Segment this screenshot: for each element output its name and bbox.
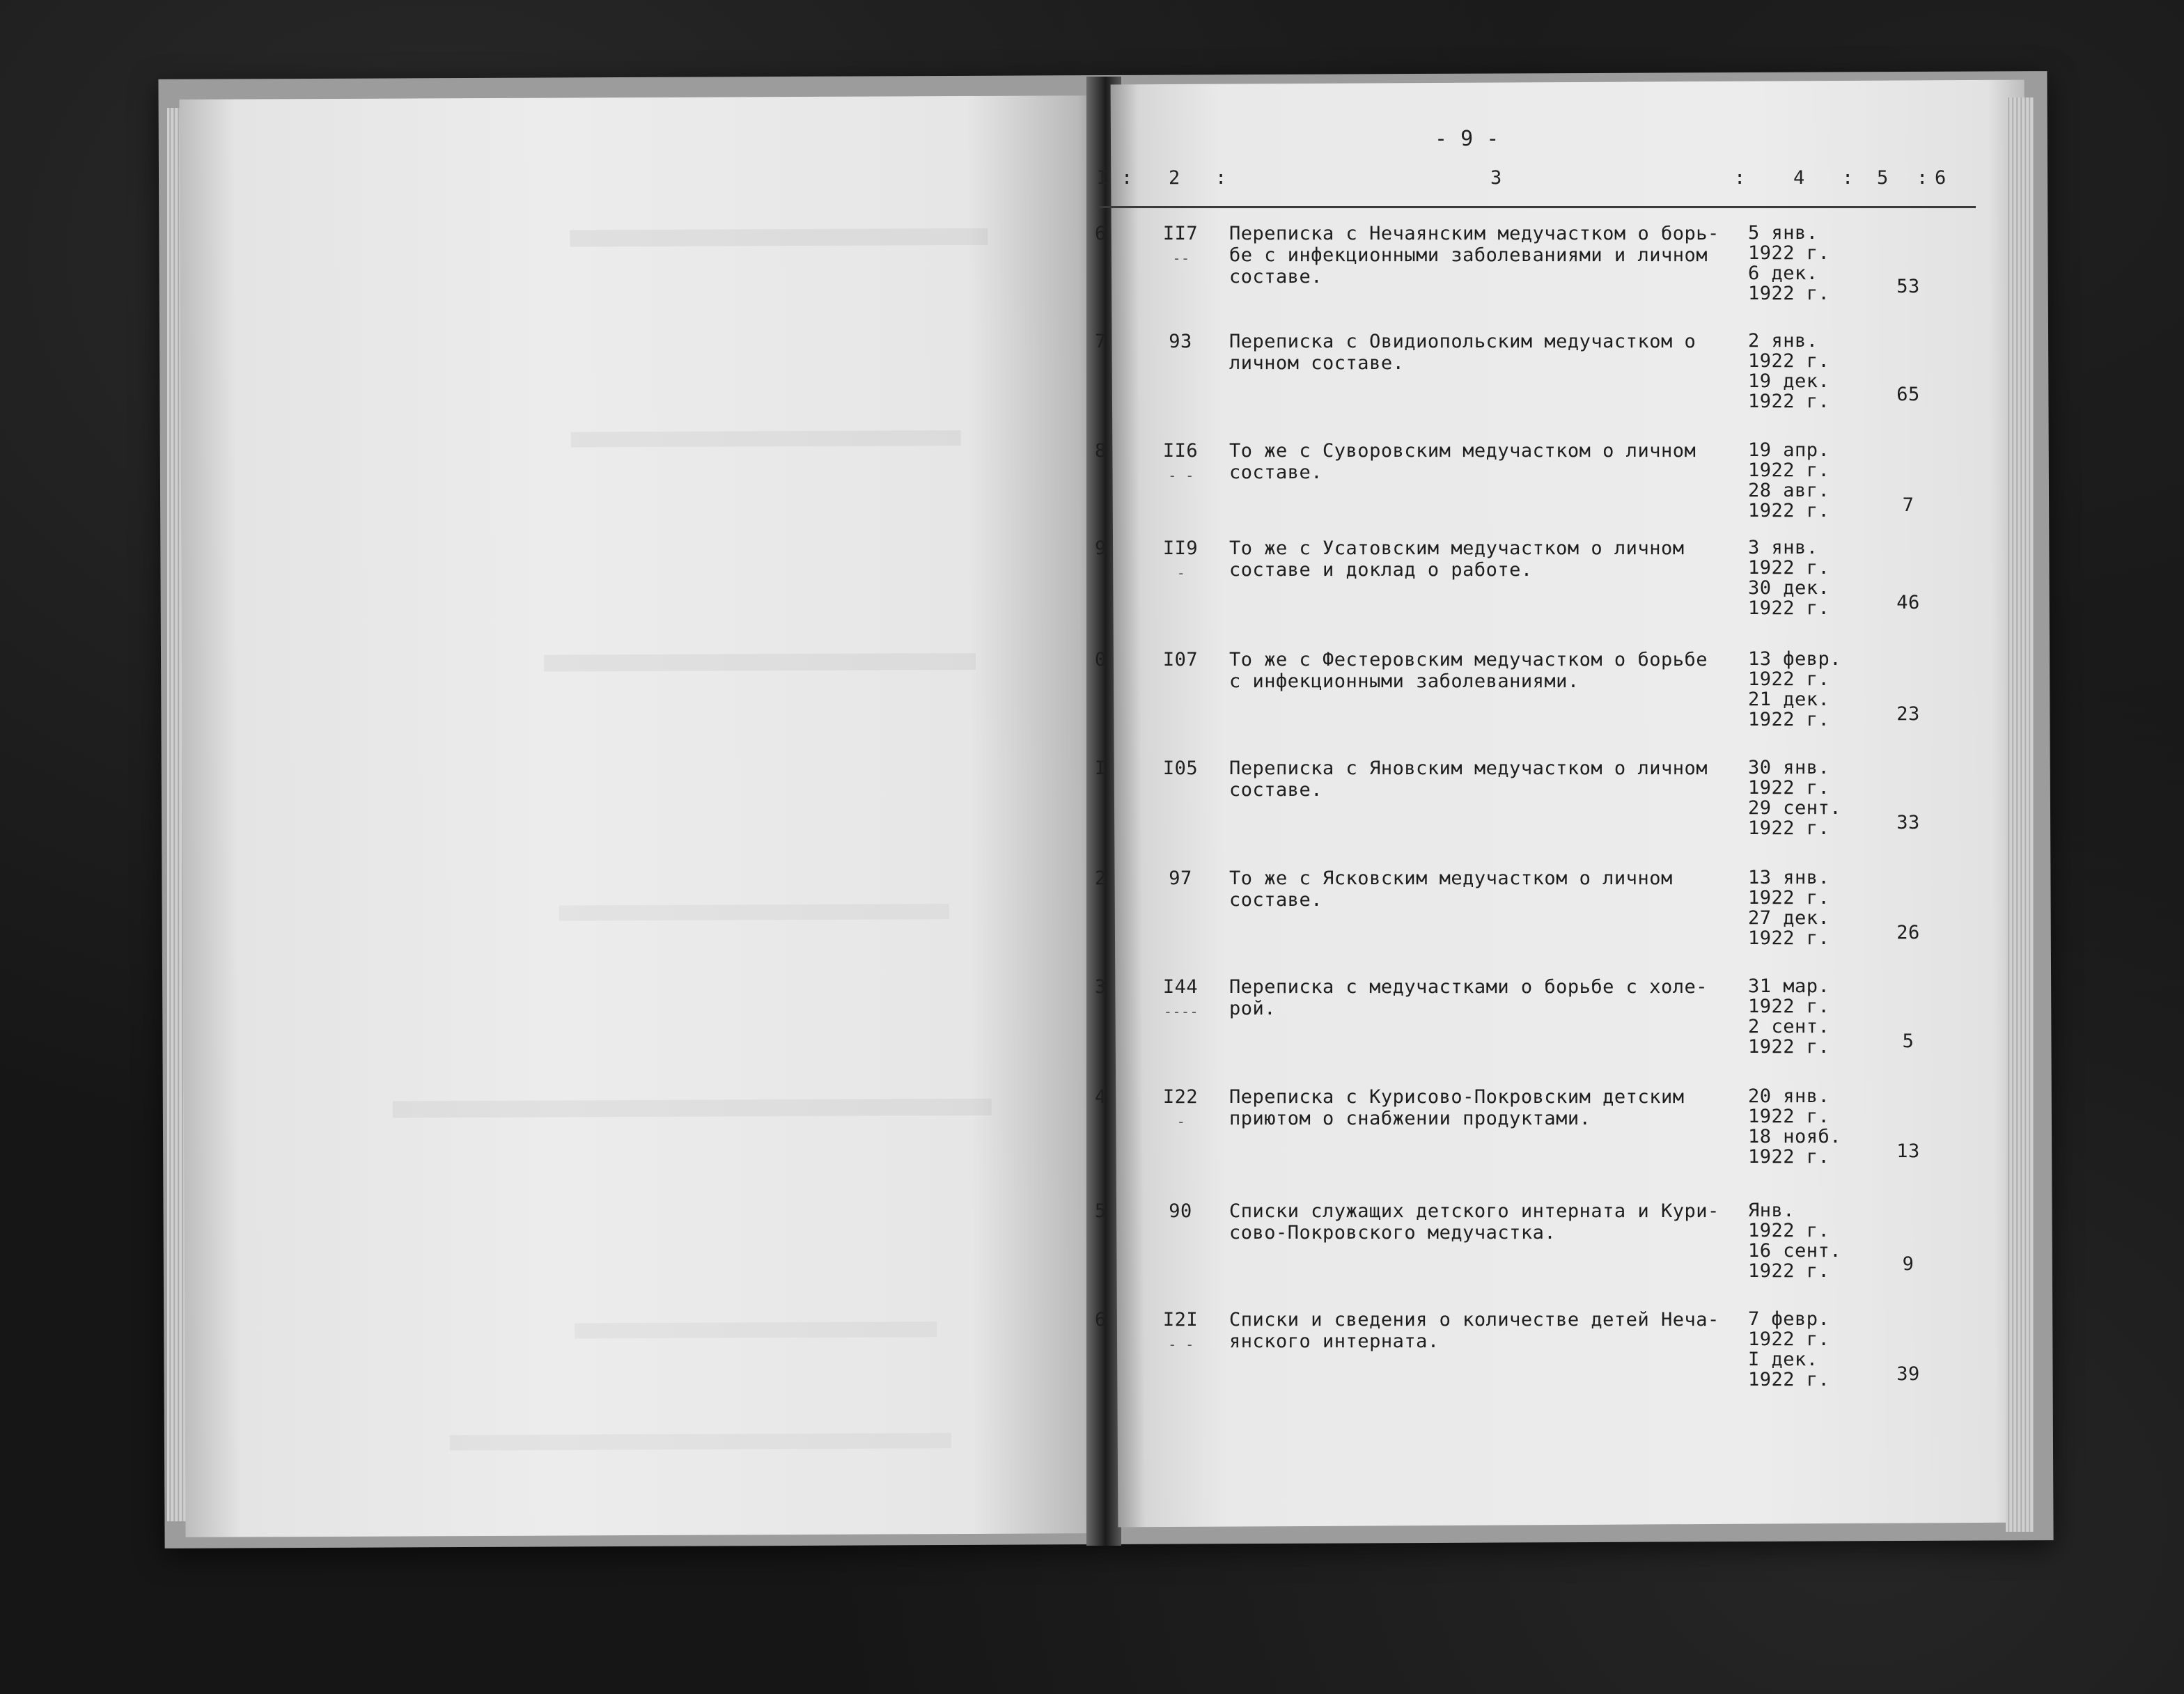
sheet-count: 65 xyxy=(1896,384,1920,405)
inventory-row xyxy=(0,223,2184,327)
file-title: Списки служащих детского интерната и Кури- сово-Покровского медучастка. xyxy=(1229,1200,1719,1244)
file-title: Переписка с медучастками о борьбе с холе- рой. xyxy=(1229,976,1708,1019)
row-number: I xyxy=(1095,758,1107,779)
file-dates: 31 мар. 1922 г. 2 сент. 1922 г. xyxy=(1748,975,1830,1058)
inventory-row xyxy=(0,1200,2184,1305)
row-number: 4 xyxy=(1095,1086,1107,1108)
column-separator: : xyxy=(1917,167,1928,189)
file-dates: 13 янв. 1922 г. 27 дек. 1922 г. xyxy=(1748,867,1830,949)
folder-number: II6 xyxy=(1162,440,1199,462)
sheet-count: 23 xyxy=(1896,703,1920,725)
inventory-row xyxy=(0,758,2184,862)
file-dates: Янв. 1922 г. 16 сент. 1922 г. xyxy=(1748,1200,1842,1282)
folder-number: 93 xyxy=(1169,331,1192,352)
column-header-4: 4 xyxy=(1793,167,1805,189)
sheet-count: 39 xyxy=(1896,1363,1920,1385)
inventory-row xyxy=(0,538,2184,642)
folder-number: I05 xyxy=(1162,758,1199,779)
inventory-row xyxy=(0,868,2184,972)
file-title: Списки и сведения о количестве детей Неча- янского интерната. xyxy=(1229,1309,1719,1352)
file-title: Переписка с Курисово-Покровским детским приютом о снабжении продуктами. xyxy=(1229,1086,1685,1129)
column-separator: : xyxy=(1842,167,1854,189)
folder-number: 90 xyxy=(1169,1200,1192,1222)
folder-number: 97 xyxy=(1169,868,1192,889)
sheet-count: 33 xyxy=(1896,812,1920,833)
row-number: 2 xyxy=(1095,868,1107,889)
file-dates: 30 янв. 1922 г. 29 сент. 1922 г. xyxy=(1748,757,1842,839)
row-number: 6 xyxy=(1095,1309,1107,1331)
sheet-count: 46 xyxy=(1896,592,1920,613)
folder-number: II7 xyxy=(1162,223,1199,244)
folder-number: I44 xyxy=(1162,976,1199,998)
file-title: То же с Суворовским медучастком о личном составе. xyxy=(1229,440,1696,483)
sheet-count: 7 xyxy=(1902,494,1914,516)
folder-mark: ---- xyxy=(1163,1003,1199,1020)
inventory-row xyxy=(0,976,2184,1081)
file-dates: 5 янв. 1922 г. 6 дек. 1922 г. xyxy=(1748,222,1830,304)
column-header-3: 3 xyxy=(1490,167,1502,189)
page-number: - 9 - xyxy=(1435,127,1499,151)
sheet-count: 5 xyxy=(1902,1030,1914,1052)
folder-mark: - xyxy=(1176,565,1186,581)
inventory-row xyxy=(0,1309,2184,1413)
row-number: 7 xyxy=(1095,331,1107,352)
file-title: Переписка с Яновским медучастком о личном составе. xyxy=(1229,758,1708,801)
file-dates: 13 февр. 1922 г. 21 дек. 1922 г. xyxy=(1748,648,1842,730)
column-separator: : xyxy=(1121,167,1133,189)
folder-number: I07 xyxy=(1162,649,1199,670)
file-dates: 20 янв. 1922 г. 18 нояб. 1922 г. xyxy=(1748,1085,1842,1168)
folder-number: I22 xyxy=(1162,1086,1199,1108)
header-rule xyxy=(1097,206,1976,208)
folder-mark: - - xyxy=(1168,1336,1194,1353)
column-separator: : xyxy=(1215,167,1227,189)
sheet-count: 9 xyxy=(1902,1253,1914,1275)
inventory-row xyxy=(0,649,2184,753)
file-title: Переписка с Овидиопольским медучастком о личном составе. xyxy=(1229,331,1696,374)
folder-number: I2I xyxy=(1162,1309,1199,1331)
sheet-count: 53 xyxy=(1896,276,1920,297)
row-number: 5 xyxy=(1095,1200,1107,1222)
inventory-row xyxy=(0,331,2184,435)
row-number: 6 xyxy=(1095,223,1107,244)
row-number: 9 xyxy=(1095,538,1107,559)
column-header-5: 5 xyxy=(1877,167,1889,189)
row-number: 8 xyxy=(1095,440,1107,462)
column-header-6: 6 xyxy=(1935,167,1947,189)
column-separator: : xyxy=(1734,167,1746,189)
sheet-count: 26 xyxy=(1896,922,1920,943)
sheet-count: 13 xyxy=(1896,1140,1920,1162)
file-title: То же с Усатовским медучастком о личном составе и доклад о работе. xyxy=(1229,538,1685,581)
file-title: Переписка с Нечаянским медучастком о борь- бе с инфекционными заболеваниями и личном составе. xyxy=(1229,223,1719,288)
file-dates: 2 янв. 1922 г. 19 дек. 1922 г. xyxy=(1748,330,1830,412)
inventory-row xyxy=(0,440,2184,544)
file-dates: 19 апр. 1922 г. 28 авг. 1922 г. xyxy=(1748,439,1830,521)
folder-number: II9 xyxy=(1162,538,1199,559)
file-title: То же с Фестеровским медучастком о борьбе с инфекционными заболеваниями. xyxy=(1229,649,1708,692)
row-number: 3 xyxy=(1095,976,1107,998)
folder-mark: - - xyxy=(1168,467,1194,484)
file-title: То же с Ясковским медучастком о личном составе. xyxy=(1229,868,1673,911)
inventory-row xyxy=(0,1086,2184,1191)
file-dates: 3 янв. 1922 г. 30 дек. 1922 г. xyxy=(1748,537,1830,619)
folder-mark: - xyxy=(1176,1113,1186,1130)
column-header-2: 2 xyxy=(1169,167,1180,189)
row-number: 0 xyxy=(1095,649,1107,670)
file-dates: 7 февр. 1922 г. I дек. 1922 г. xyxy=(1748,1308,1830,1390)
column-header-1: I xyxy=(1097,167,1109,189)
folder-mark: -- xyxy=(1172,250,1190,267)
